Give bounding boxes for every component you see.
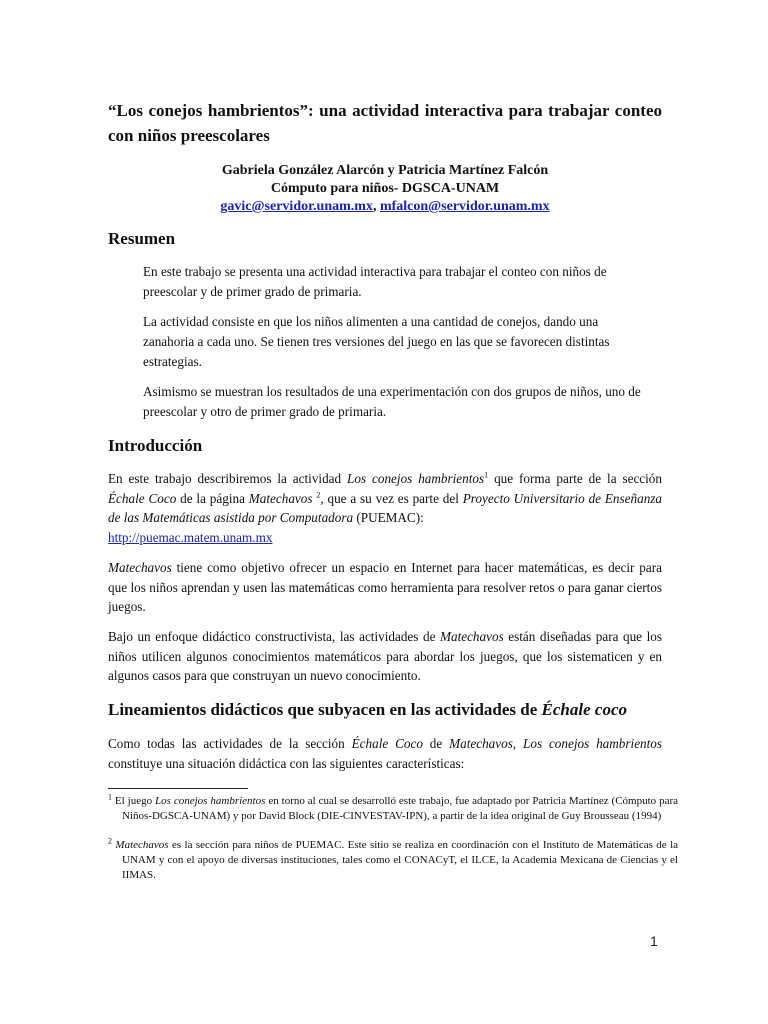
lin-p1-game-title: Los conejos hambrientos <box>523 736 663 751</box>
heading-lineamientos <box>108 700 627 720</box>
footnote-ref-2[interactable]: 2 <box>316 490 321 500</box>
intro-p1-text-g: , que a su vez es parte del <box>320 490 463 506</box>
lineamientos-heading-text: Lineamientos didácticos que subyacen en las actividades de <box>108 700 542 719</box>
intro-p3-text-a: Bajo un enfoque didáctico constructivista, las actividades de <box>108 629 440 644</box>
page-number: 1 <box>650 933 658 949</box>
intro-paragraph-3 <box>108 627 662 686</box>
lin-p1-section-name: Échale Coco <box>351 736 423 751</box>
lin-p1-text-a: Como todas las actividades de la sección <box>108 736 352 751</box>
intro-p1-game-title: Los conejos hambrientos <box>347 471 485 486</box>
intro-p2-text: tiene como objetivo ofrecer un espacio en Internet para hacer matemáticas, es decir para que los niños aprendan y usen las matemáticas como herramienta para resolver retos o para ganar ciertos juegos. <box>108 560 662 614</box>
intro-p1-page-name: Matechavos <box>248 490 313 506</box>
lineamientos-heading-em: Échale coco <box>541 700 627 719</box>
footnote-1 <box>108 794 678 824</box>
lin-p1-matechavos: Matechavos <box>449 736 513 751</box>
intro-p2-matechavos: Matechavos <box>108 560 172 575</box>
email-link-mfalcon[interactable]: mfalcon@servidor.unam.mx <box>379 199 550 214</box>
abstract-paragraph-1: En este trabajo se presenta una actividad interactiva para trabajar el conteo con niños de preescolar y de primer grado de primaria. <box>143 264 607 299</box>
heading-introduccion: Introducción <box>108 436 203 455</box>
footnote-1-mark: 1 <box>108 792 112 802</box>
footnote-1-game-title: Los conejos hambrientos <box>155 795 266 807</box>
footnote-1-text-c: en torno al cual se desarrolló este trabajo, fue adaptado por Patricia Martínez (Cómputo para Niños-DGSCA-UNAM) y por David Block (DIE-CINVESTAV-IPN), a partir de la idea original de Guy Brousseau (1994) <box>122 795 679 822</box>
footnote-2-matechavos: Matechavos <box>115 839 169 851</box>
intro-p1-project-name: Proyecto Universitario de Enseñanza de las Matemáticas asistida por Computadora <box>108 490 663 525</box>
intro-p1-text-c: que forma parte de la sección <box>488 471 662 486</box>
author-block <box>108 162 662 216</box>
author-affiliation: Cómputo para niños- DGSCA-UNAM <box>270 181 500 196</box>
lin-p1-text-c: de <box>422 736 450 751</box>
email-link-gavic[interactable]: gavic@servidor.unam.mx <box>220 199 373 214</box>
intro-paragraph-2 <box>108 558 662 617</box>
footnote-1-text-a: El juego <box>112 795 156 807</box>
footnote-2-text: es la sección para niños de PUEMAC. Este sitio se realiza en coordinación con el Instituto de Matemáticas de la UNAM y con el apoyo de diversas instituciones, tales como el CONACyT, el ILCE, la Academia Mexicana de Ciencias y el IIMAS. <box>122 839 679 881</box>
author-names: Gabriela González Alarcón y Patricia Martínez Falcón <box>221 163 549 178</box>
lineamientos-paragraph-1 <box>108 734 662 773</box>
footnote-2 <box>108 838 678 883</box>
footnote-ref-1[interactable]: 1 <box>484 470 489 480</box>
footnote-2-mark: 2 <box>108 836 112 846</box>
abstract-paragraph-3: Asimismo se muestran los resultados de una experimentación con dos grupos de niños, uno de preescolar y otro de primer grado de primaria. <box>143 384 641 419</box>
intro-p3-matechavos: Matechavos <box>439 629 504 644</box>
author-emails <box>108 198 662 216</box>
intro-p1-section-name: Échale Coco <box>108 490 177 506</box>
puemac-link[interactable]: http://puemac.matem.unam.mx <box>108 529 273 545</box>
intro-p1-text-a: En este trabajo describiremos la actividad <box>108 471 348 486</box>
lin-p1-text-e: , <box>512 736 524 751</box>
email-separator: , <box>372 199 377 214</box>
intro-p1-text-i: (PUEMAC): <box>353 510 424 525</box>
paper-title: “Los conejos hambrientos”: una actividad interactiva para trabajar conteo con niños preescolares <box>108 101 662 145</box>
footnote-divider <box>108 788 248 789</box>
abstract-paragraph-2: La actividad consiste en que los niños alimenten a una cantidad de conejos, dando una zanahoria a cada uno. Se tienen tres versiones del juego en las que se favorecen distintas estrategias. <box>143 314 610 369</box>
intro-p3-text-c: están diseñadas para que los niños utilicen algunos conocimientos matemáticos para abordar los juegos, que los sistematicen y en algunos casos para que construyan un nuevo conocimiento. <box>108 629 662 683</box>
intro-p1-text-e: de la página <box>176 490 249 506</box>
lin-p1-text-g: constituye una situación didáctica con las siguientes características: <box>108 755 465 771</box>
intro-paragraph-1 <box>108 469 662 547</box>
heading-resumen: Resumen <box>108 229 176 248</box>
